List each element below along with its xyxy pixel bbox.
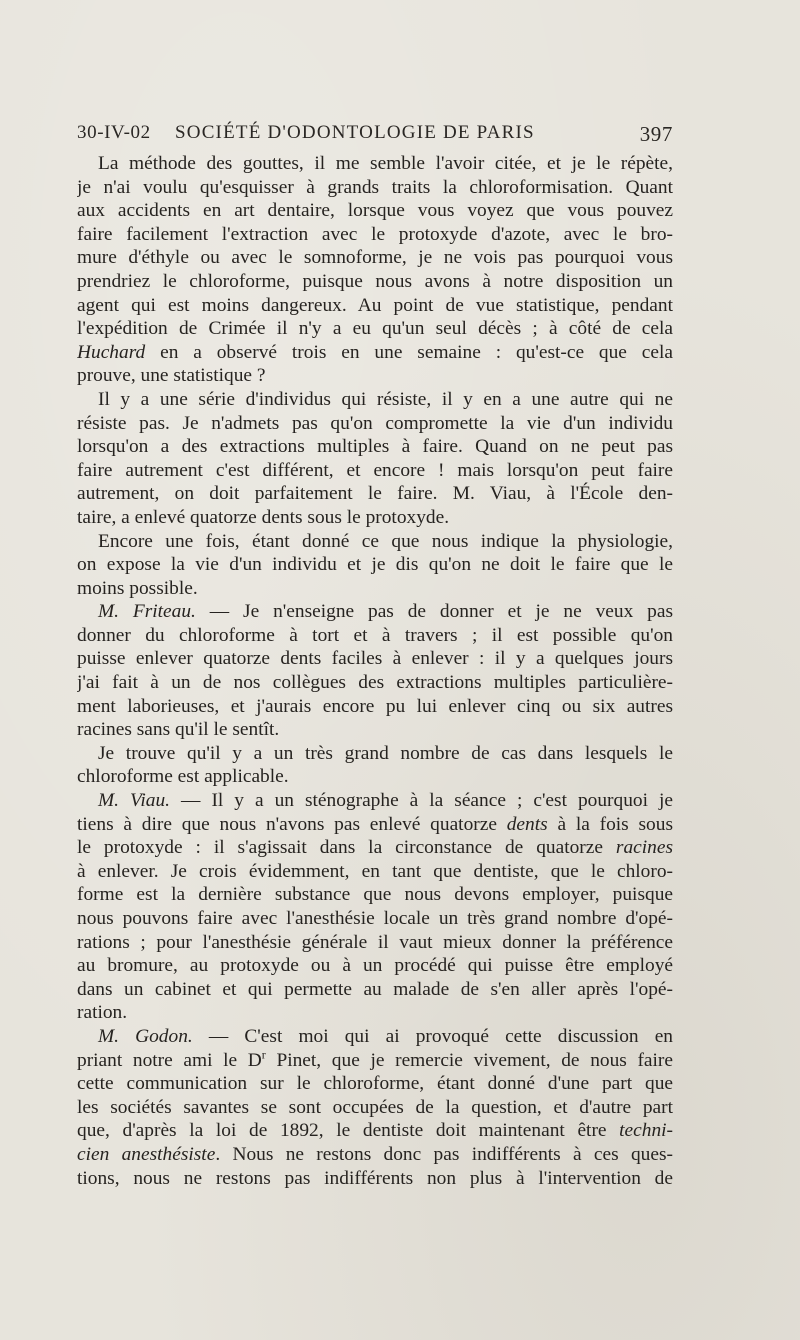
paragraph-godon [77, 1025, 673, 1190]
text-line: chloroforme est applicable. [77, 766, 289, 788]
text-line: au bromure, au protoxyde ou à un procédé qui puisse être employé [77, 955, 673, 977]
text-line: ment laborieuses, et j'aurais encore pu lui enlever cinq ou six autres [77, 695, 673, 717]
text-line: on expose la vie d'un individu et je dis qu'on ne doit le faire que le [77, 554, 673, 576]
text-line: j'ai fait à un de nos collègues des extractions multiples particulière- [77, 672, 673, 694]
text-line: La méthode des gouttes, il me semble l'avoir citée, et je le répète, [98, 153, 673, 174]
text-line: que, d'après la loi de 1892, le dentiste doit maintenant être techni- [77, 1120, 673, 1142]
text-line: le protoxyde : il s'agissait dans la circonstance de quatorze racines [77, 837, 673, 859]
paragraph-5 [77, 742, 673, 789]
text-line: tions, nous ne restons pas indifférents non plus à l'intervention de [77, 1167, 673, 1189]
paragraph-friteau [77, 600, 673, 742]
text-line: agent qui est moins dangereux. Au point de vue statistique, pendant [77, 294, 673, 316]
text-line: taire, a enlevé quatorze dents sous le protoxyde. [77, 506, 450, 528]
text-line: cette communication sur le chloroforme, étant donné d'une part que [77, 1073, 673, 1095]
emphasis: racines [615, 837, 673, 859]
author-name: Huchard [77, 341, 146, 363]
text-line: faire facilement l'extraction avec le protoxyde d'azote, avec le bro- [77, 223, 673, 245]
text-line: prendriez le chloroforme, puisque nous avons à notre disposition un [77, 270, 673, 292]
text-line: prouve, une statistique ? [77, 365, 266, 387]
text-line: Je trouve qu'il y a un très grand nombre de cas dans lesquels le [98, 742, 673, 764]
text-line: moins possible. [77, 577, 198, 599]
paragraph-2 [77, 388, 673, 530]
text-line: racines sans qu'il le sentît. [77, 719, 280, 741]
text-line: priant notre ami le $D^r$ Pinet, que je remercie vivement, de nous faire [77, 1048, 673, 1071]
header-title: SOCIÉTÉ D'ODONTOLOGIE DE PARIS [175, 122, 535, 143]
text-line: lorsqu'on a des extractions multiples à faire. Quand on ne peut pas [77, 436, 673, 458]
text-line: puisse enlever quatorze dents faciles à enlever : il y a quelques jours [77, 648, 673, 670]
emphasis: cien anesthésiste [77, 1143, 216, 1165]
page-number: 397 [639, 122, 673, 146]
text-line: Huchard en a observé trois en une semaine : qu'est-ce que cela [77, 341, 673, 363]
text-line: M. Godon. — C'est moi qui ai provoqué cette discussion en [98, 1025, 673, 1047]
emphasis: dents [506, 813, 548, 835]
paragraph-viau [77, 789, 673, 1025]
text-line: mure d'éthyle ou avec le somnoforme, je ne vois pas pourquoi vous [77, 247, 673, 269]
text-line: Encore une fois, étant donné ce que nous indique la physiologie, [98, 530, 673, 552]
text-line: M. Friteau. — Je n'enseigne pas de donner et je ne veux pas [98, 601, 673, 623]
text-line: les sociétés savantes se sont occupées de la question, et d'autre part [77, 1096, 673, 1118]
text-line: à enlever. Je crois évidemment, en tant que dentiste, que le chloro- [77, 860, 673, 882]
text-line: cien anesthésiste. Nous ne restons donc pas indifférents à ces ques- [77, 1143, 673, 1165]
text-line: forme est la dernière substance que nous devons employer, puisque [77, 884, 673, 906]
paragraph-3 [77, 530, 673, 601]
text-line: autrement, on doit parfaitement le faire. M. Viau, à l'École den- [77, 483, 673, 505]
text-line: Il y a une série d'individus qui résiste, il y en a une autre qui ne [98, 388, 673, 410]
text-line: l'expédition de Crimée il n'y a eu qu'un seul décès ; à côté de cela [77, 318, 673, 340]
text-line: aux accidents en art dentaire, lorsque vous voyez que vous pouvez [77, 200, 673, 222]
text-line: dans un cabinet et qui permette au malade de s'en aller après l'opé- [77, 978, 673, 1000]
text-line: tiens à dire que nous n'avons pas enlevé quatorze dents à la fois sous [77, 813, 673, 835]
body-text [77, 152, 673, 1190]
header-date: 30-IV-02 [77, 122, 151, 143]
speaker-name: M. Godon. [98, 1025, 193, 1047]
speaker-name: M. Friteau. [98, 601, 196, 623]
text-line: je n'ai voulu qu'esquisser à grands traits la chloroformisation. Quant [77, 176, 673, 198]
text-line: M. Viau. — Il y a un sténographe à la séance ; c'est pourquoi je [98, 790, 673, 812]
speaker-name: M. Viau. [98, 790, 171, 812]
text-line: résiste pas. Je n'admets pas qu'on compromette la vie d'un individu [77, 412, 673, 434]
book-page [77, 116, 673, 1190]
text-line: rations ; pour l'anesthésie générale il vaut mieux donner la préférence [77, 931, 673, 953]
superscript: r [261, 1048, 266, 1062]
text-line: nous pouvons faire avec l'anesthésie locale un très grand nombre d'opé- [77, 908, 673, 929]
running-head [77, 116, 673, 152]
emphasis: techni- [619, 1120, 673, 1142]
text-line: faire autrement c'est différent, et encore ! mais lorsqu'on peut faire [77, 459, 673, 481]
text-line: donner du chloroforme à tort et à travers ; il est possible qu'on [77, 624, 673, 646]
text-line: ration. [77, 1002, 128, 1024]
paragraph-1 [77, 152, 673, 388]
